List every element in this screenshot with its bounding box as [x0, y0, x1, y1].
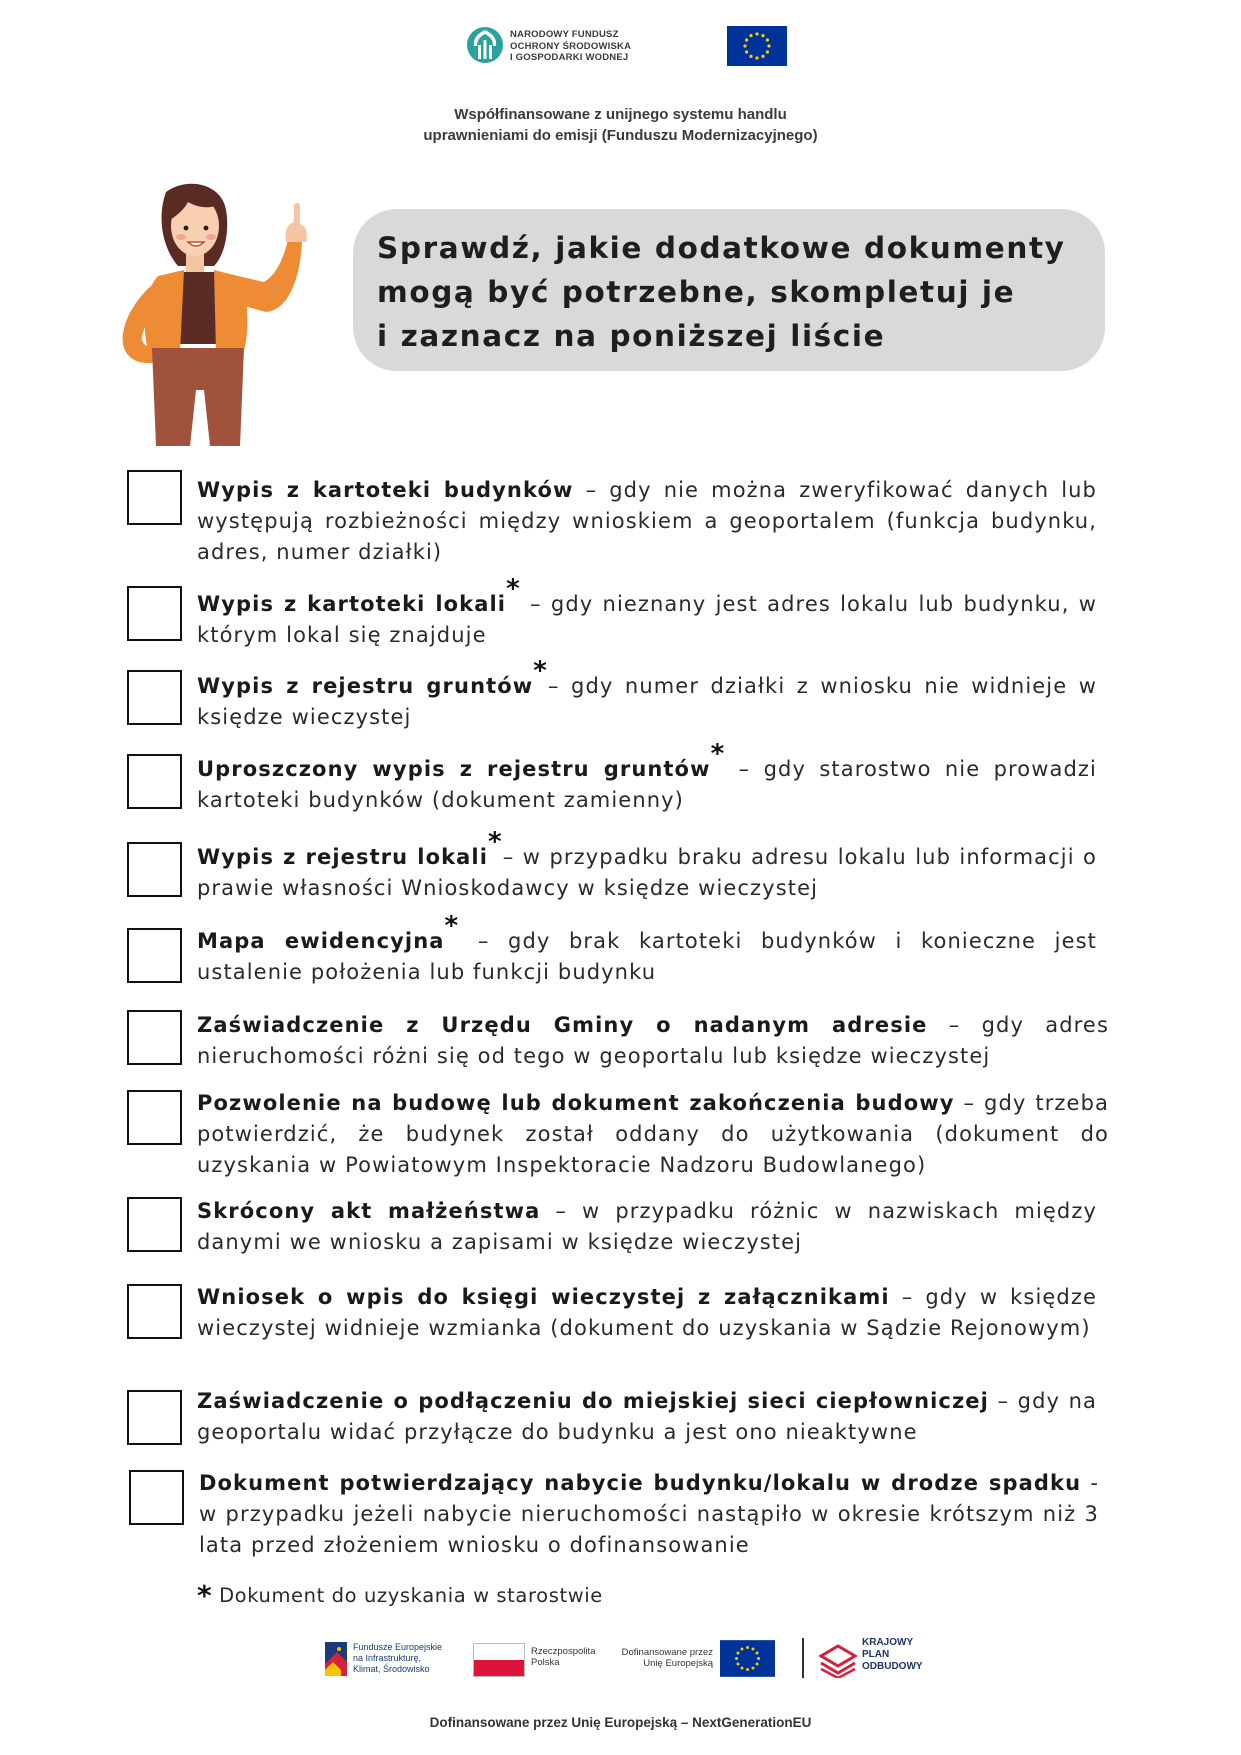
item-description: – gdy w księdze wieczystej widnieje wzmianka (dokument do uzyskania w Sądzie Rejonowym) — [197, 1285, 1097, 1340]
checkbox[interactable] — [127, 754, 182, 809]
starostwo-asterisk: * — [444, 911, 460, 941]
item-description: - w przypadku jeżeli nabycie nieruchomości nastąpiło w okresie krótszym niż 3 lata przed złożeniem wniosku o dofinansowanie — [199, 1471, 1099, 1557]
checkbox[interactable] — [127, 842, 182, 897]
item-title: Wypis z kartoteki budynków — [197, 478, 574, 502]
footnote-text: Dokument do uzyskania w starostwie — [219, 1584, 603, 1607]
starostwo-asterisk: * — [506, 574, 521, 604]
funding-logos-bar — [323, 1632, 961, 1702]
starostwo-asterisk: * — [488, 827, 503, 857]
eu-flag-icon — [727, 26, 787, 66]
footnote-asterisk: * — [197, 1579, 213, 1612]
item-title: Dokument potwierdzający nabycie budynku/lokalu w drodze spadku — [199, 1471, 1082, 1495]
kpo-text: KRAJOWY PLAN ODBUDOWY — [862, 1637, 923, 1672]
checkbox[interactable] — [127, 1390, 182, 1445]
nfos-name: NARODOWY FUNDUSZ OCHRONY ŚRODOWISKA I GOSPODARKI WODNEJ — [510, 29, 632, 63]
cofinancing-note: Współfinansowane z unijnego systemu handlu uprawnieniami do emisji (Funduszu Modernizacyjnego) — [423, 106, 818, 144]
republic-of-poland-text: Rzeczpospolita Polska — [531, 1646, 596, 1668]
european-funds-logo-icon — [323, 1640, 349, 1678]
checkbox[interactable] — [127, 1284, 182, 1339]
item-description: – gdy adres nieruchomości różni się od tego w geoportalu lub księdze wieczystej — [197, 1013, 1109, 1068]
item-title: Wypis z rejestru lokali — [197, 845, 489, 869]
checkbox[interactable] — [127, 1010, 182, 1065]
item-description: – gdy numer działki z wniosku nie widnieje w księdze wieczystej — [197, 674, 1097, 729]
kpo-logo-icon — [819, 1644, 857, 1678]
nfos-logo-icon — [466, 26, 504, 64]
checkbox[interactable] — [127, 928, 182, 983]
european-funds-text: Fundusze Europejskie na Infrastrukturę, Klimat, Środowisko — [353, 1642, 443, 1674]
nextgeneration-note: Dofinansowane przez Unię Europejską – NextGenerationEU — [429, 1715, 812, 1730]
item-description: – w przypadku różnic w nazwiskach między danymi we wniosku a zapisami w księdze wieczystej — [197, 1199, 1097, 1254]
item-description: – gdy trzeba potwierdzić, że budynek został oddany do użytkowania (dokument do uzyskania w Powiatowym Inspektoracie Nadzoru Budowlanego) — [197, 1091, 1109, 1177]
polish-flag-icon — [473, 1643, 525, 1677]
item-title: Wypis z rejestru gruntów — [197, 674, 534, 698]
item-title: Pozwolenie na budowę lub dokument zakończenia budowy — [197, 1091, 955, 1115]
checkbox[interactable] — [127, 1090, 182, 1145]
item-description: – gdy starostwo nie prowadzi kartoteki budynków (dokument zamienny) — [197, 757, 1097, 812]
item-title: Mapa ewidencyjna — [197, 929, 445, 953]
item-description: – w przypadku braku adresu lokalu lub informacji o prawie własności Wnioskodawcy w księdze wieczystej — [197, 845, 1097, 900]
item-description: – gdy nieznany jest adres lokalu lub budynku, w którym lokal się znajduje — [197, 592, 1097, 647]
item-description: – gdy na geoportalu widać przyłącze do budynku a jest ono nieaktywne — [197, 1389, 1097, 1444]
starostwo-asterisk: * — [710, 739, 726, 769]
woman-pointing-illustration — [118, 180, 330, 446]
checkbox[interactable] — [127, 586, 182, 641]
checkbox[interactable] — [127, 1197, 182, 1252]
checkbox[interactable] — [129, 1470, 184, 1525]
item-description: – gdy nie można zweryfikować danych lub występują rozbieżności między wnioskiem a geoportalem (funkcja budynku, adres, numer działki) — [197, 478, 1097, 564]
eu-cofinanced-text: Dofinansowane przez Unię Europejską — [621, 1647, 713, 1669]
checkbox[interactable] — [127, 670, 182, 725]
item-title: Wniosek o wpis do księgi wieczystej z załącznikami — [197, 1285, 890, 1309]
item-description: – gdy brak kartoteki budynków i konieczne jest ustalenie położenia lub funkcji budynku — [197, 929, 1097, 984]
item-title: Wypis z kartoteki lokali — [197, 592, 507, 616]
item-title: Uproszczony wypis z rejestru gruntów — [197, 757, 711, 781]
instruction-title: Sprawdź, jakie dodatkowe dokumenty mogą być potrzebne, skompletuj je i zaznacz na poniższej liście — [377, 231, 1066, 353]
checkbox[interactable] — [127, 470, 182, 525]
starostwo-asterisk: * — [533, 656, 548, 686]
instruction-bubble — [353, 209, 1105, 371]
logo-divider — [802, 1638, 804, 1678]
footnote — [197, 1576, 603, 1612]
eu-flag-icon — [720, 1640, 775, 1677]
item-title: Zaświadczenie o podłączeniu do miejskiej sieci ciepłowniczej — [197, 1389, 989, 1413]
header-logos — [466, 26, 786, 76]
item-title: Skrócony akt małżeństwa — [197, 1199, 541, 1223]
item-title: Zaświadczenie z Urzędu Gminy o nadanym adresie — [197, 1013, 928, 1037]
